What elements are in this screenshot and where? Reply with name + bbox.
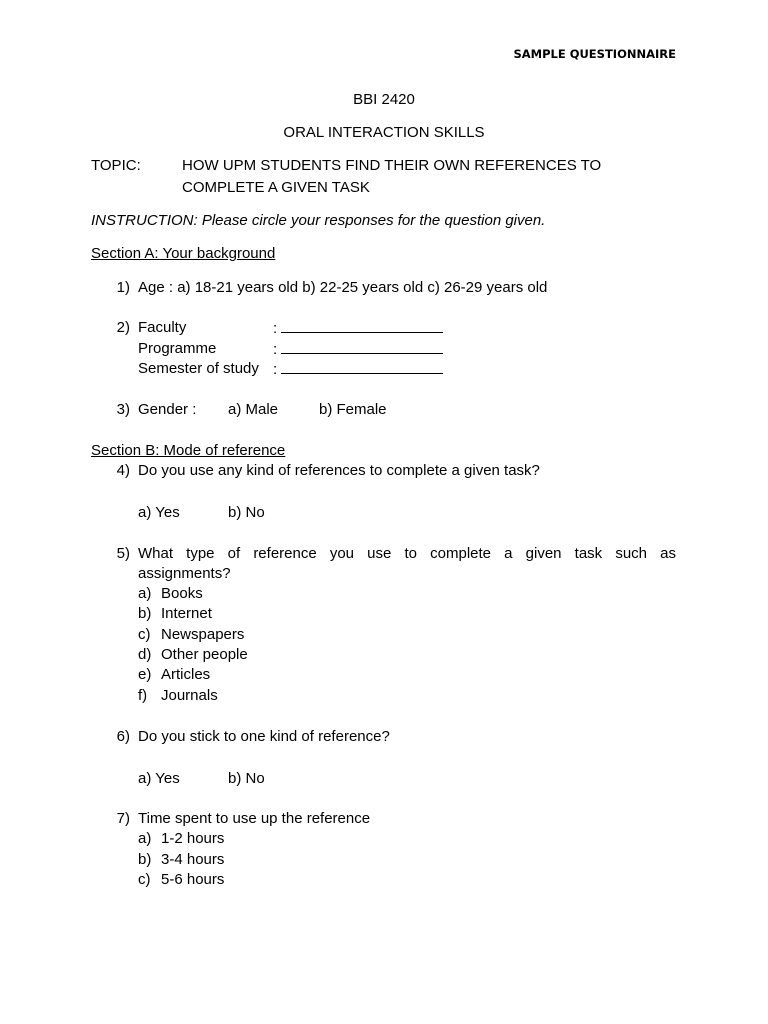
option-text: 3-4 hours (161, 851, 225, 868)
option-letter: a) (138, 830, 152, 847)
gender-option-male[interactable]: a) Male (228, 401, 279, 418)
programme-field[interactable] (273, 339, 443, 360)
page-header: SAMPLE QUESTIONNAIRE (513, 47, 676, 61)
section-b-heading: Section B: Mode of reference (91, 442, 286, 459)
option-yes[interactable]: a) Yes (138, 770, 180, 787)
option-letter: b) (138, 851, 152, 868)
semester-label: Semester of study (138, 360, 259, 377)
question-number: 4) (116, 462, 130, 479)
option-letter: c) (138, 626, 151, 643)
option-letter: f) (138, 687, 148, 704)
section-a-heading: Section A: Your background (91, 245, 276, 262)
question-text: Do you stick to one kind of reference? (138, 728, 390, 745)
semester-field[interactable] (273, 359, 443, 380)
question-number: 2) (116, 319, 130, 336)
option-text: Internet (161, 605, 212, 622)
faculty-field[interactable] (273, 318, 443, 339)
option-text: 5-6 hours (161, 871, 225, 888)
option-letter: d) (138, 646, 152, 663)
option-no[interactable]: b) No (228, 770, 265, 787)
option-letter: e) (138, 666, 152, 683)
option-letter: b) (138, 605, 152, 622)
question-number: 6) (116, 728, 130, 745)
field-colon: : (273, 320, 278, 337)
option-letter: c) (138, 871, 151, 888)
topic-line-1: HOW UPM STUDENTS FIND THEIR OWN REFERENCES TO (182, 157, 602, 174)
question-text[interactable]: Age : a) 18-21 years old b) 22-25 years old c) 26-29 years old (138, 279, 548, 296)
question-text: Time spent to use up the reference (138, 810, 371, 827)
gender-label: Gender : (138, 401, 197, 418)
option-text: Journals (161, 687, 218, 704)
instruction: INSTRUCTION: Please circle your responses for the question given. (91, 212, 546, 229)
question-number: 3) (116, 401, 130, 418)
option-yes[interactable]: a) Yes (138, 504, 180, 521)
question-text-line-2: assignments? (138, 565, 231, 582)
option-text: Books (161, 585, 203, 602)
field-colon: : (273, 341, 278, 358)
topic-label: TOPIC: (91, 157, 141, 174)
question-text-line-1: What type of reference you use to complete a given task such as (138, 545, 676, 562)
programme-label: Programme (138, 340, 217, 357)
topic-line-2: COMPLETE A GIVEN TASK (182, 179, 370, 196)
semester-blank[interactable] (281, 359, 443, 374)
faculty-blank[interactable] (281, 318, 443, 333)
course-title: ORAL INTERACTION SKILLS (283, 124, 485, 141)
programme-blank[interactable] (281, 339, 443, 354)
option-text: Other people (161, 646, 248, 663)
question-text: Do you use any kind of references to complete a given task? (138, 462, 540, 479)
gender-option-female[interactable]: b) Female (319, 401, 387, 418)
question-number: 7) (116, 810, 130, 827)
option-letter: a) (138, 585, 152, 602)
course-code: BBI 2420 (353, 91, 415, 108)
option-text: 1-2 hours (161, 830, 225, 847)
question-number: 5) (116, 545, 130, 562)
option-text: Articles (161, 666, 211, 683)
faculty-label: Faculty (138, 319, 187, 336)
option-text: Newspapers (161, 626, 245, 643)
option-no[interactable]: b) No (228, 504, 265, 521)
question-number: 1) (116, 279, 130, 296)
field-colon: : (273, 361, 278, 378)
